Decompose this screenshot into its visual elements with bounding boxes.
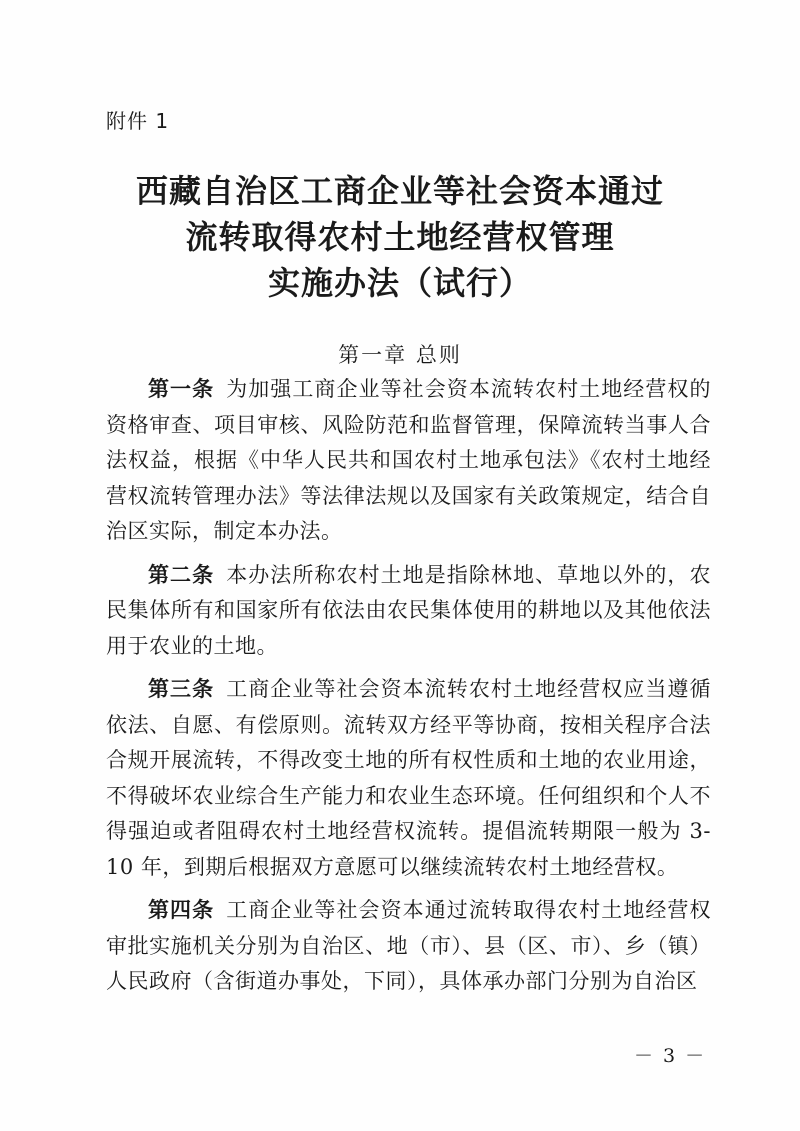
article-text: 工商企业等社会资本流转农村土地经营权应当遵循依法、自愿、有偿原则。流转双方经平等协商，按相关程序合法合规开展流转，不得改变土地的所有权性质和土地的农业用途，不得破坏农业综合生产能力和农业生态环境。任何组织和个人不得强迫或者阻碍农村土地经营权流转。提倡流转期限一般为 3-10 年，到期后根据双方意愿可以继续流转农村土地经营权。 [106, 677, 711, 879]
article-label: 第一条 [148, 377, 215, 401]
article-text: 本办法所称农村土地是指除林地、草地以外的，农民集体所有和国家所有依法由农民集体使用的耕地以及其他依法用于农业的土地。 [106, 562, 711, 658]
attachment-label: 附件 1 [106, 109, 170, 133]
article-paragraph [106, 893, 711, 1000]
document-title [0, 168, 800, 306]
chapter-heading: 第一章 总则 [338, 343, 462, 367]
article-text: 为加强工商企业等社会资本流转农村土地经营权的资格审查、项目审核、风险防范和监督管理，保障流转当事人合法权益，根据《中华人民共和国农村土地承包法》《农村土地经营权流转管理办法》等法律法规以及国家有关政策规定，结合自治区实际，制定本办法。 [106, 377, 711, 543]
title-line-1: 西藏自治区工商企业等社会资本通过 [135, 172, 664, 210]
article-label: 第四条 [148, 898, 215, 922]
article-paragraph [106, 372, 711, 550]
article-text: 工商企业等社会资本通过流转取得农村土地经营权审批实施机关分别为自治区、地（市）、县（区、市）、乡（镇）人民政府（含街道办事处，下同），具体承办部门分别为自治区 [106, 898, 711, 993]
page-number: － 3 － [634, 1045, 707, 1067]
document-body [106, 372, 711, 1000]
article-paragraph [106, 672, 711, 885]
article-paragraph [106, 558, 711, 665]
article-label: 第二条 [148, 562, 215, 587]
article-label: 第三条 [148, 677, 215, 701]
title-line-2: 流转取得农村土地经营权管理 [185, 218, 615, 256]
title-line-3: 实施办法（试行） [267, 264, 532, 302]
